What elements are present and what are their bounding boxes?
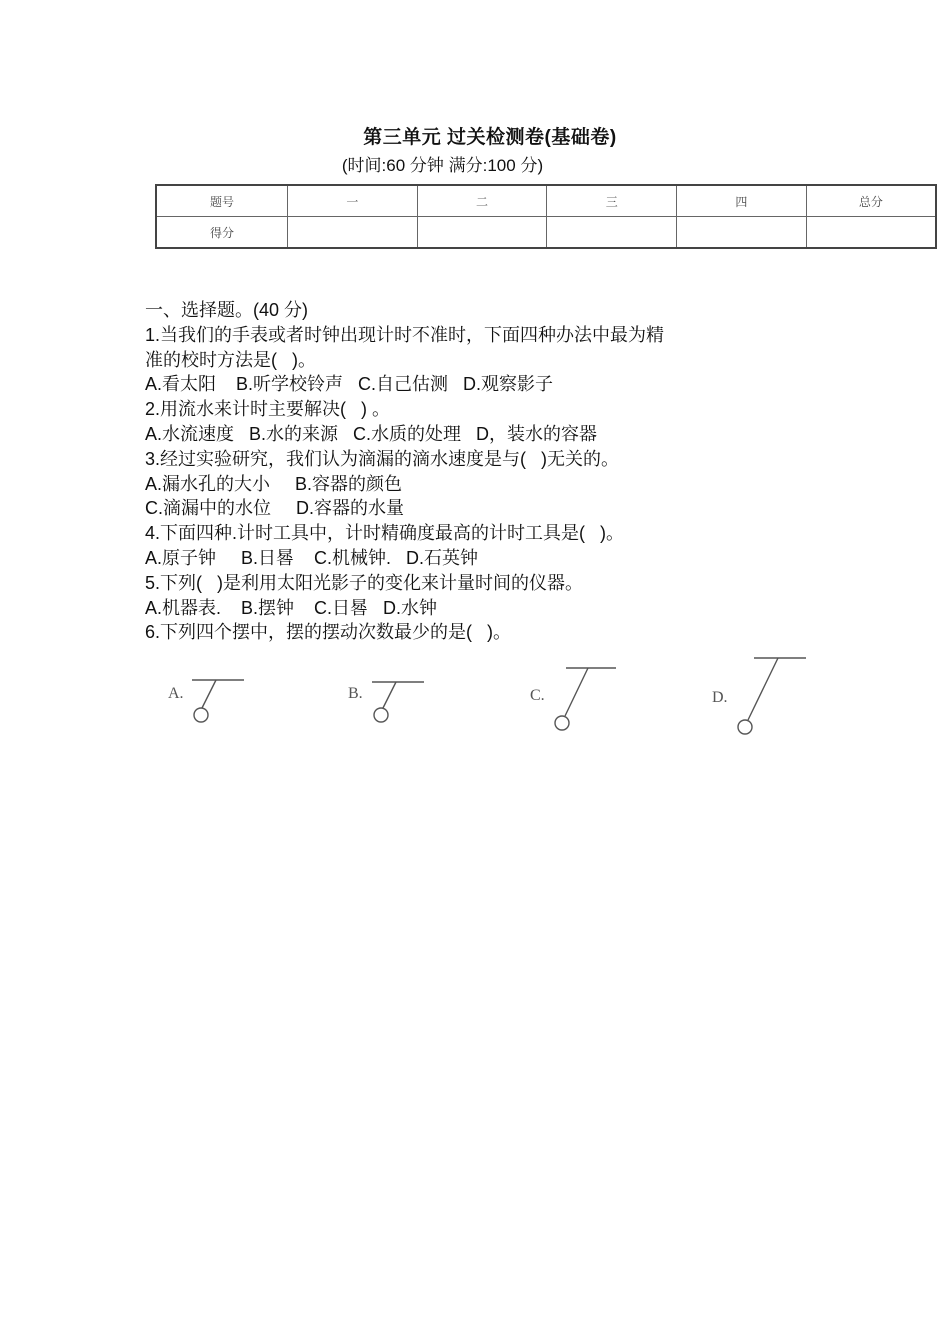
pendulum-label: B.: [348, 685, 363, 702]
question-text: 2.用流水来计时主要解决( ) 。: [145, 399, 391, 420]
score-table-cell: 得分: [156, 217, 288, 249]
score-table: [155, 184, 937, 249]
score-table-cell: 题号: [156, 185, 288, 217]
answer-options: A.看太阳 B.听学校铃声 C.自己估测 D.观察影子: [145, 374, 554, 395]
question-text: 5.下列( )是利用太阳光影子的变化来计量时间的仪器。: [145, 572, 584, 593]
question-text: 6.下列四个摆中，摆的摆动次数最少的是( )。: [145, 622, 512, 643]
answer-options: A.机器表. B.摆钟 C.日晷 D.水钟: [145, 597, 438, 618]
question-text: 4.下面四种.计时工具中，计时精确度最高的计时工具是( )。: [145, 523, 625, 544]
score-table-cell: 总分: [806, 185, 936, 217]
score-table-header-row: [156, 185, 936, 217]
score-table-cell: 四: [677, 185, 807, 217]
pendulum-b: [348, 682, 424, 722]
score-input-cell[interactable]: [806, 217, 936, 249]
pendulum-d: [712, 658, 806, 734]
question-text: 3.经过实验研究，我们认为滴漏的滴水速度是与( )无关的。: [145, 448, 620, 469]
score-input-cell[interactable]: [677, 217, 807, 249]
score-table-cell: 二: [417, 185, 547, 217]
pendulum-label: C.: [530, 687, 545, 704]
pendulum-a: [168, 680, 244, 722]
pendulum-label: A.: [168, 685, 184, 702]
score-table-score-row: [156, 217, 936, 249]
answer-options: C.滴漏中的水位 D.容器的水量: [145, 498, 405, 519]
page-title: 第三单元 过关检测卷(基础卷): [363, 127, 617, 148]
score-table-cell: 一: [288, 185, 418, 217]
pendulum-figures: [148, 650, 810, 740]
pendulum-label: D.: [712, 689, 728, 706]
score-table-cell: 三: [547, 185, 677, 217]
score-input-cell[interactable]: [547, 217, 677, 249]
question-section: [145, 298, 825, 645]
question-text: 准的校时方法是( )。: [145, 349, 316, 370]
pendulum-c: [530, 668, 616, 730]
answer-options: A.原子钟 B.日晷 C.机械钟. D.石英钟: [145, 547, 479, 568]
answer-options: A.水流速度 B.水的来源 C.水质的处理 D，装水的容器: [145, 423, 598, 444]
score-input-cell[interactable]: [288, 217, 418, 249]
score-input-cell[interactable]: [417, 217, 547, 249]
page-subtitle: (时间:60 分钟 满分:100 分): [341, 156, 544, 175]
section-heading: 一、选择题。(40 分): [145, 300, 309, 320]
answer-options: A.漏水孔的大小 B.容器的颜色: [145, 473, 403, 494]
question-text: 1.当我们的手表或者时钟出现计时不准时，下面四种办法中最为精: [145, 324, 665, 345]
